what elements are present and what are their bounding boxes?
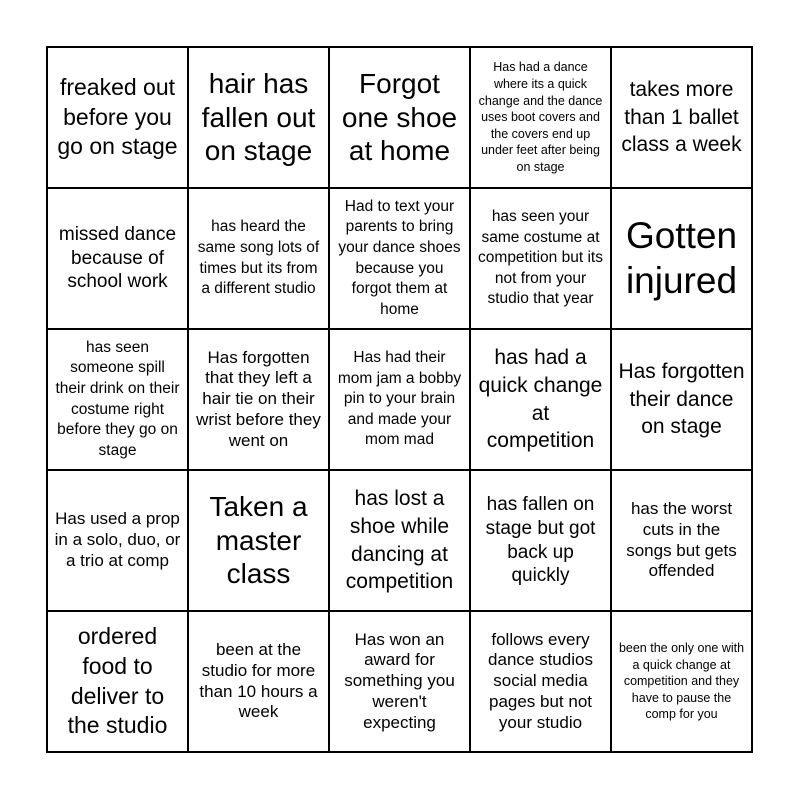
bingo-cell[interactable]: ordered food to deliver to the studio <box>48 612 189 753</box>
bingo-cell[interactable]: Forgot one shoe at home <box>330 48 471 189</box>
bingo-cell[interactable]: freaked out before you go on stage <box>48 48 189 189</box>
bingo-cell[interactable]: has heard the same song lots of times but its from a different studio <box>189 189 330 330</box>
bingo-cell[interactable]: Has used a prop in a solo, duo, or a trio at comp <box>48 471 189 612</box>
bingo-cell[interactable]: Had to text your parents to bring your dance shoes because you forgot them at home <box>330 189 471 330</box>
bingo-cell[interactable]: takes more than 1 ballet class a week <box>612 48 753 189</box>
bingo-cell[interactable]: has fallen on stage but got back up quickly <box>471 471 612 612</box>
bingo-cell[interactable]: Has had a dance where its a quick change and the dance uses boot covers and the covers end up under feet after being on stage <box>471 48 612 189</box>
bingo-cell[interactable]: has the worst cuts in the songs but gets offended <box>612 471 753 612</box>
bingo-cell[interactable]: Taken a master class <box>189 471 330 612</box>
bingo-cell[interactable]: missed dance because of school work <box>48 189 189 330</box>
bingo-cell[interactable]: has seen your same costume at competition but its not from your studio that year <box>471 189 612 330</box>
bingo-cell[interactable]: Gotten injured <box>612 189 753 330</box>
bingo-cell[interactable]: has had a quick change at competition <box>471 330 612 471</box>
bingo-cell[interactable]: been the only one with a quick change at competition and they have to pause the comp for you <box>612 612 753 753</box>
bingo-cell[interactable]: been at the studio for more than 10 hours a week <box>189 612 330 753</box>
bingo-cell[interactable]: Has forgotten their dance on stage <box>612 330 753 471</box>
bingo-cell[interactable]: Has forgotten that they left a hair tie on their wrist before they went on <box>189 330 330 471</box>
bingo-cell[interactable]: has seen someone spill their drink on their costume right before they go on stage <box>48 330 189 471</box>
bingo-cell[interactable]: follows every dance studios social media pages but not your studio <box>471 612 612 753</box>
bingo-cell[interactable]: has lost a shoe while dancing at competition <box>330 471 471 612</box>
bingo-cell[interactable]: Has won an award for something you weren't expecting <box>330 612 471 753</box>
bingo-cell[interactable]: Has had their mom jam a bobby pin to your brain and made your mom mad <box>330 330 471 471</box>
bingo-cell[interactable]: hair has fallen out on stage <box>189 48 330 189</box>
bingo-board <box>46 46 753 753</box>
